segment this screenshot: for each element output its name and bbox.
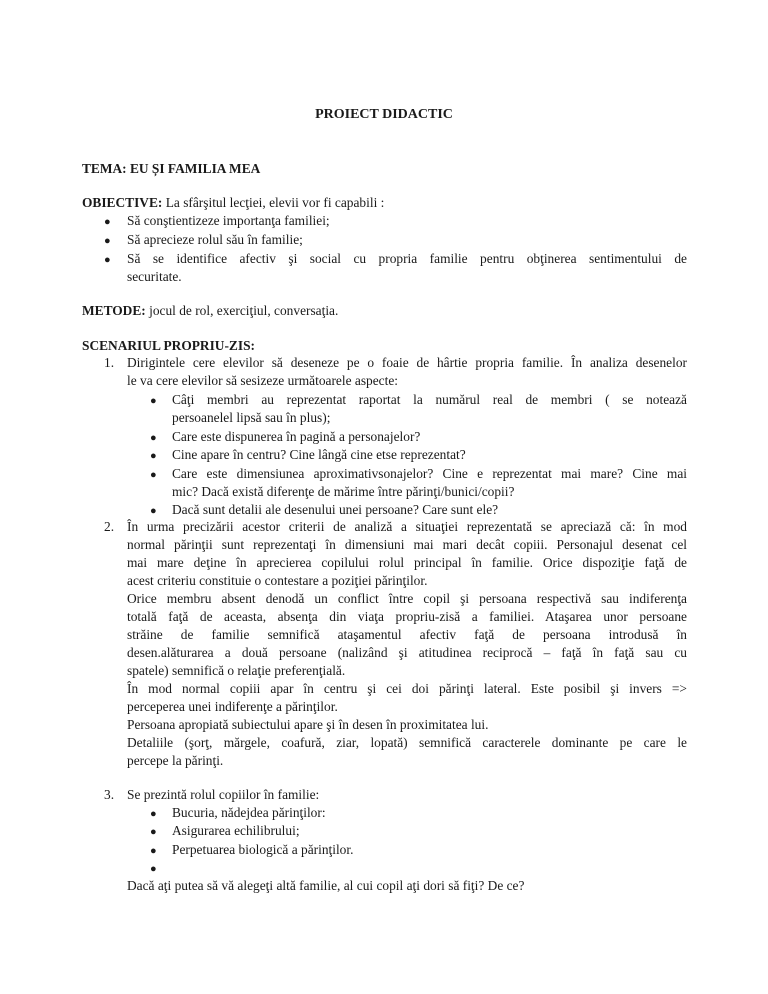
item1-line: le va cere elevilor să sesizeze următoarele aspecte: [127,373,398,388]
item3-bullet: Asigurarea echilibrului; [172,823,300,838]
bullet-icon: ● [150,395,157,407]
bullet-icon: ● [104,216,111,228]
item2-line: normal părinţii sunt reprezentaţi în dimensiuni mai mari decât copiii. Personajul desenat cel [127,537,687,552]
item1-bullet-continued: persoanelel lipsă sau în plus); [172,410,331,425]
bullet-icon: ● [150,450,157,462]
bullet-icon: ● [104,254,111,266]
item2-line: acest criteriu constituie o contestare a poziţiei părinţilor. [127,573,428,588]
item1-bullet: Câţi membri au reprezentat raportat la numărul real de membri ( se notează [172,392,687,407]
item2-line: perceperea unei indiferenţe a părinţilor. [127,699,338,714]
item3-bullet: Perpetuarea biologică a părinţilor. [172,842,354,857]
item2-line: percepe la părinţi. [127,753,224,768]
bullet-icon: ● [150,863,157,875]
item3-line: Se prezintă rolul copiilor în familie: [127,787,320,802]
item1-bullet: Dacă sunt detalii ale desenului unei persoane? Care sunt ele? [172,502,499,517]
methods-text: jocul de rol, exerciţiul, conversaţia. [145,303,339,318]
objectives-label: OBIECTIVE: [82,195,163,210]
item-number: 2. [104,519,115,534]
bullet-icon: ● [104,235,111,247]
item2-line: străine de familie semnifică ataşamentul afectiv faţă de persoana introdusă în [127,627,687,642]
item2-line: Persoana apropiată subiectului apare şi în desen în proximitatea lui. [127,717,489,732]
item1-line: Dirigintele cere elevilor să deseneze pe o foaie de hârtie propria familie. În analiza desenelor [127,355,687,370]
scenario-heading: SCENARIUL PROPRIU-ZIS: [82,338,255,353]
item3-question: Dacă aţi putea să vă alegeţi altă familie, al cui copil aţi dori să fiţi? De ce? [127,878,525,893]
item2-line: mai mare deţine în aprecierea copilului rolul principal în familie. Orice dispoziţie faţă de [127,555,687,570]
bullet-icon: ● [150,808,157,820]
bullet-icon: ● [150,505,157,517]
objective-item-continued: securitate. [127,269,182,284]
item-number: 3. [104,787,115,802]
item2-line: desen.alăturarea a două persoane (nalizând şi atitudinea reciprocă – faţă în faţă sau cu [127,645,687,660]
item-number: 1. [104,355,115,370]
item1-bullet: Cine apare în centru? Cine lângă cine etse reprezentat? [172,447,466,462]
objectives-intro: La sfârşitul lecţiei, elevii vor fi capabili : [162,195,385,210]
objective-item: Să aprecieze rolul său în familie; [127,232,303,247]
bullet-icon: ● [150,432,157,444]
methods-label: METODE: [82,303,146,318]
methods-line [82,302,338,320]
objectives-line [82,194,384,212]
bullet-icon: ● [150,845,157,857]
item2-line: totală faţă de aceasta, absenţa din viaţa propriu-zisă a familiei. Ataşarea unor persoane [127,609,687,624]
item3-bullet: Bucuria, nădejdea părinţilor: [172,805,326,820]
item2-line: Detaliile (şorţ, mărgele, coafură, ziar, lopată) semnifică caracterele dominante pe care le [127,735,687,750]
item2-line: Orice membru absent denodă un conflict între copil şi persoana respectivă sau indiferenţa [127,591,687,606]
bullet-icon: ● [150,469,157,481]
bullet-icon: ● [150,826,157,838]
item1-bullet: Care este dispunerea în pagină a personajelor? [172,429,421,444]
item2-line: În mod normal copiii apar în centru şi cei doi părinţi lateral. Este posibil şi invers => [127,681,687,696]
theme-heading: TEMA: EU ȘI FAMILIA MEA [82,161,261,176]
objective-item: Să se identifice afectiv şi social cu propria familie pentru obţinerea sentimentului de [127,251,687,266]
item1-bullet-continued: mic? Dacă există diferenţe de mărime între părinţi/bunici/copii? [172,484,515,499]
item1-bullet: Care este dimensiunea aproximativsonajelor? Cine e reprezentat mai mare? Cine mai [172,466,687,481]
document-title: PROIECT DIDACTIC [315,107,453,122]
item2-line: spatele) semnifică o relaţie preferenţială. [127,663,346,678]
item2-line: În urma precizării acestor criterii de analiză a situaţiei reprezentată se apreciază că: în mod [127,519,687,534]
objective-item: Să conştientizeze importanţa familiei; [127,213,330,228]
